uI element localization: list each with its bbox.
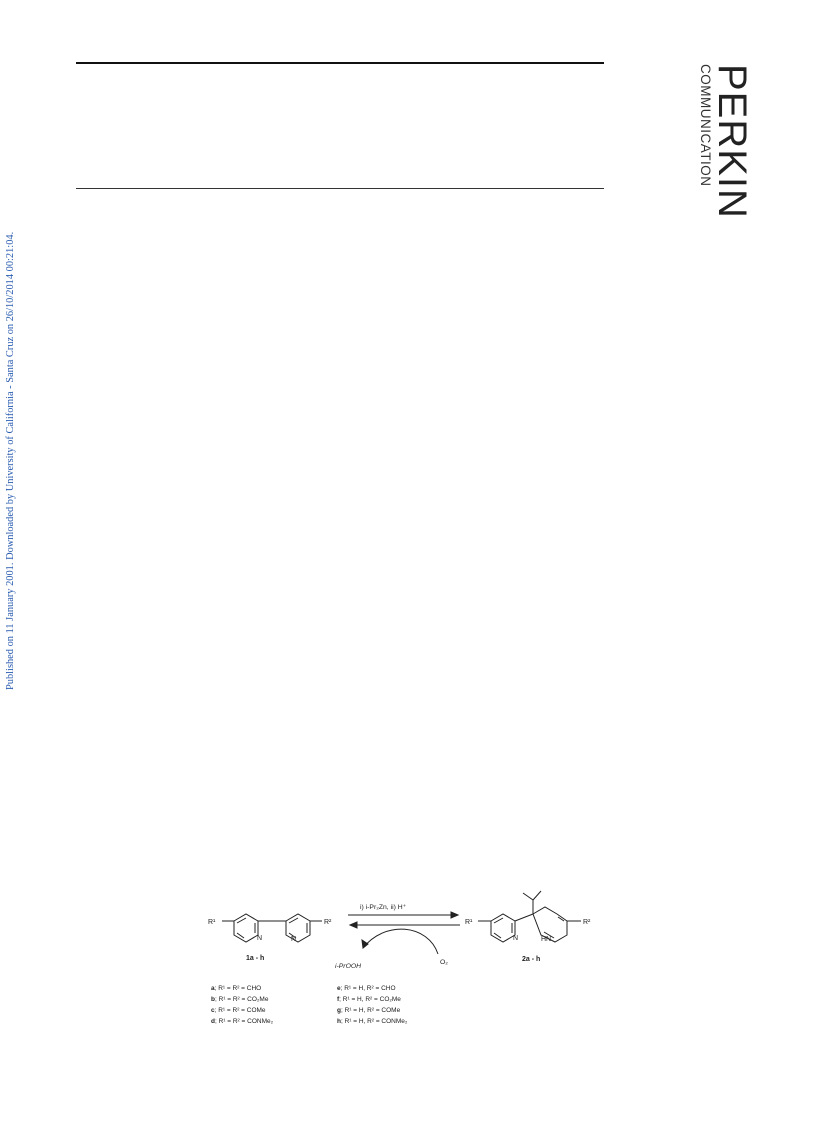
header-rule-bottom <box>76 188 604 189</box>
reactant-r2: R² <box>324 919 332 926</box>
reactant-label: 1a - h <box>246 955 265 962</box>
svg-text:d; R¹ = R² = CONMe₂ <box>211 1018 274 1025</box>
product-n: N <box>513 935 519 942</box>
sub-key-c: c <box>211 1007 215 1014</box>
journal-masthead <box>652 64 802 219</box>
sub-key-e: e <box>337 985 341 992</box>
reactant-r1: R¹ <box>208 919 216 926</box>
sub-text-d: ; R¹ = R² = CONMe₂ <box>214 1018 274 1025</box>
svg-text:f; R¹ = H, R² = CO₂Me <box>337 996 401 1003</box>
reactant-n1: N <box>257 935 263 942</box>
product-r2: R² <box>583 919 591 926</box>
publication-note[interactable]: Published on 11 January 2001. Downloaded by University of California - Santa Cruz on 26/10/2014 00:21:04. <box>5 231 16 690</box>
svg-text:g; R¹ = H, R² = COMe <box>337 1007 401 1014</box>
sub-text-c: ; R¹ = R² = COMe <box>214 1007 266 1014</box>
sub-key-a: a <box>211 985 215 992</box>
sub-text-g: ; R¹ = H, R² = COMe <box>340 1007 401 1014</box>
sub-key-f: f <box>337 996 340 1003</box>
byproduct: i-PrOOH <box>335 963 362 970</box>
forward-reagents: i) i-Pr₂Zn, ii) H⁺ <box>360 904 407 911</box>
journal-section: COMMUNICATION <box>698 64 713 187</box>
equilibrium-arrows <box>348 912 460 954</box>
sub-text-h: ; R¹ = H, R² = CONMe₂ <box>340 1018 408 1025</box>
sub-key-g: g <box>337 1007 341 1014</box>
product-r1: R¹ <box>465 919 473 926</box>
publication-note-container <box>0 0 16 690</box>
sub-key-d: d <box>211 1018 215 1025</box>
product-label: 2a - h <box>522 956 541 963</box>
product-structure <box>478 891 581 942</box>
sub-key-h: h <box>337 1018 341 1025</box>
substituent-list-left <box>211 985 274 1025</box>
sub-key-b: b <box>211 996 215 1003</box>
svg-text:c; R¹ = R² = COMe <box>211 1007 266 1014</box>
oxidant: O₂ <box>440 959 448 966</box>
sub-text-a: ; R¹ = R² = CHO <box>214 985 262 992</box>
sub-text-f: ; R¹ = H, R² = CO₂Me <box>339 996 401 1003</box>
product-hn: HN <box>541 936 552 943</box>
svg-text:h; R¹ = H, R² = CONMe₂ <box>337 1018 408 1025</box>
journal-name: PERKIN <box>710 64 754 219</box>
reactant-structure <box>222 914 322 942</box>
reactant-n2: N <box>291 936 297 943</box>
svg-text:e; R¹ = H, R² = CHO <box>337 985 396 992</box>
header-rule-top <box>76 62 604 64</box>
sub-text-b: ; R¹ = R² = CO₂Me <box>214 996 269 1003</box>
reaction-scheme <box>200 890 620 1035</box>
svg-text:a; R¹ = R² = CHO <box>211 985 261 992</box>
svg-text:b; R¹ = R² = CO₂Me <box>211 996 269 1003</box>
sub-text-e: ; R¹ = H, R² = CHO <box>340 985 396 992</box>
substituent-list-right <box>337 985 408 1025</box>
